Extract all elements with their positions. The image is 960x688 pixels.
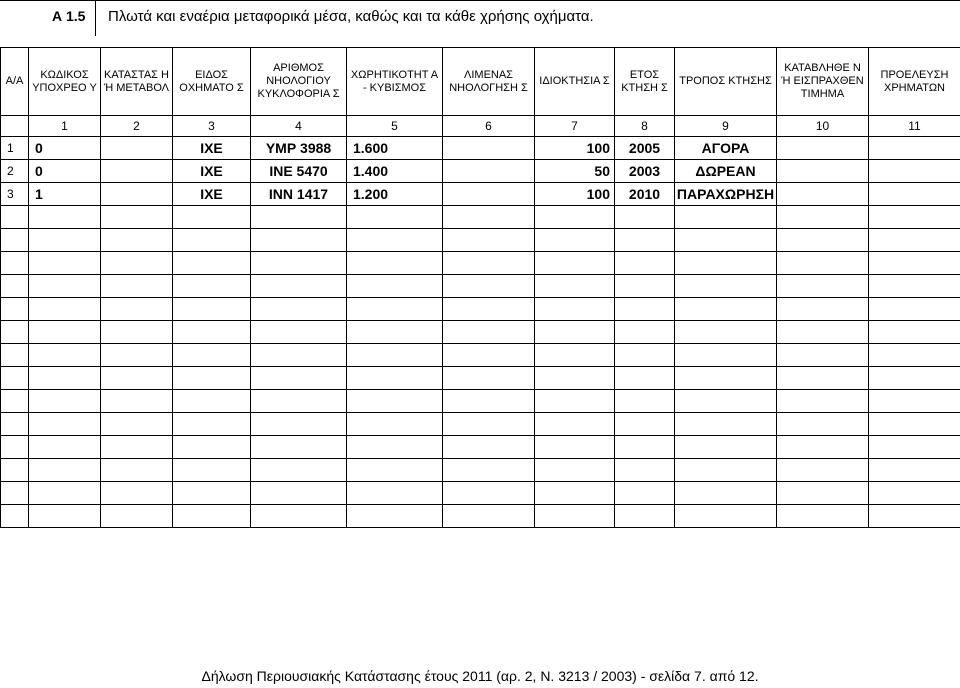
empty-cell [443, 436, 535, 459]
cell-owner: 100 [535, 137, 615, 160]
empty-cell [675, 390, 777, 413]
empty-cell [615, 505, 675, 528]
empty-cell [1, 275, 29, 298]
empty-row [1, 413, 960, 436]
empty-cell [535, 390, 615, 413]
header-price: ΚΑΤΑΒΛΗΘΕ Ν Ή ΕΙΣΠΡΑΧΘΕΝ ΤΙΜΗΜΑ [777, 48, 869, 116]
empty-cell [347, 275, 443, 298]
empty-cell [347, 367, 443, 390]
empty-cell [251, 482, 347, 505]
empty-cell [173, 390, 251, 413]
column-number: 2 [101, 116, 173, 137]
empty-cell [101, 344, 173, 367]
column-number: 8 [615, 116, 675, 137]
cell-price [777, 160, 869, 183]
empty-cell [1, 344, 29, 367]
empty-cell [869, 344, 960, 367]
header-type: ΕΙΔΟΣ ΟΧΗΜΑΤΟ Σ [173, 48, 251, 116]
cell-price [777, 183, 869, 206]
empty-cell [173, 321, 251, 344]
empty-cell [615, 252, 675, 275]
empty-cell [101, 321, 173, 344]
empty-cell [615, 229, 675, 252]
empty-row [1, 298, 960, 321]
cell-method: ΔΩΡΕΑΝ [675, 160, 777, 183]
empty-cell [675, 482, 777, 505]
empty-cell [347, 390, 443, 413]
cell-method: ΠΑΡΑΧΩΡΗΣΗ [675, 183, 777, 206]
column-number: 5 [347, 116, 443, 137]
empty-cell [173, 298, 251, 321]
header-code: ΚΩΔΙΚΟΣ ΥΠΟΧΡΕΟ Υ [29, 48, 101, 116]
empty-row [1, 459, 960, 482]
empty-cell [777, 413, 869, 436]
empty-cell [443, 413, 535, 436]
cell-year: 2005 [615, 137, 675, 160]
empty-cell [101, 505, 173, 528]
cell-owner: 50 [535, 160, 615, 183]
empty-cell [675, 321, 777, 344]
empty-cell [615, 436, 675, 459]
empty-cell [777, 206, 869, 229]
empty-cell [443, 390, 535, 413]
empty-cell [173, 505, 251, 528]
empty-cell [615, 321, 675, 344]
empty-cell [173, 275, 251, 298]
empty-cell [29, 321, 101, 344]
empty-cell [29, 206, 101, 229]
cell-origin [869, 137, 960, 160]
empty-cell [615, 482, 675, 505]
empty-cell [347, 229, 443, 252]
empty-cell [615, 390, 675, 413]
empty-cell [615, 459, 675, 482]
empty-cell [443, 275, 535, 298]
empty-cell [29, 413, 101, 436]
empty-cell [251, 252, 347, 275]
empty-cell [101, 459, 173, 482]
section-header [0, 0, 960, 38]
header-row [1, 48, 960, 116]
empty-cell [173, 229, 251, 252]
empty-row [1, 252, 960, 275]
empty-cell [869, 413, 960, 436]
table-row [1, 183, 960, 206]
empty-cell [347, 321, 443, 344]
empty-cell [777, 367, 869, 390]
empty-cell [251, 298, 347, 321]
empty-cell [29, 505, 101, 528]
empty-cell [535, 505, 615, 528]
column-number: 3 [173, 116, 251, 137]
empty-cell [615, 367, 675, 390]
cell-price [777, 137, 869, 160]
empty-cell [443, 298, 535, 321]
empty-cell [29, 252, 101, 275]
section-divider [95, 0, 96, 36]
header-aa: Α/Α [1, 48, 29, 116]
empty-cell [1, 206, 29, 229]
empty-cell [615, 206, 675, 229]
empty-cell [1, 229, 29, 252]
empty-cell [251, 229, 347, 252]
empty-cell [443, 459, 535, 482]
cell-capacity: 1.400 [347, 160, 443, 183]
empty-cell [777, 482, 869, 505]
empty-cell [443, 367, 535, 390]
empty-row [1, 390, 960, 413]
empty-cell [1, 321, 29, 344]
empty-cell [251, 206, 347, 229]
empty-cell [347, 436, 443, 459]
empty-cell [29, 344, 101, 367]
empty-cell [535, 482, 615, 505]
empty-cell [101, 275, 173, 298]
assets-table [0, 47, 960, 528]
empty-cell [869, 206, 960, 229]
empty-cell [443, 482, 535, 505]
empty-cell [29, 275, 101, 298]
section-title: Πλωτά και εναέρια μεταφορικά μέσα, καθώς και τα κάθε χρήσης οχήματα. [108, 8, 594, 25]
empty-cell [869, 482, 960, 505]
empty-cell [29, 229, 101, 252]
header-port: ΛΙΜΕΝΑΣ ΝΗΟΛΟΓΗΣΗ Σ [443, 48, 535, 116]
cell-origin [869, 160, 960, 183]
empty-cell [869, 275, 960, 298]
empty-cell [173, 436, 251, 459]
empty-cell [173, 459, 251, 482]
empty-cell [615, 344, 675, 367]
cell-origin [869, 183, 960, 206]
empty-cell [777, 505, 869, 528]
empty-cell [251, 344, 347, 367]
empty-row [1, 229, 960, 252]
empty-rows [1, 206, 960, 528]
empty-cell [535, 229, 615, 252]
cell-port [443, 160, 535, 183]
empty-cell [535, 413, 615, 436]
empty-cell [1, 367, 29, 390]
empty-cell [1, 390, 29, 413]
cell-type: ΙΧΕ [173, 160, 251, 183]
empty-cell [1, 252, 29, 275]
empty-cell [173, 413, 251, 436]
empty-cell [443, 321, 535, 344]
cell-capacity: 1.600 [347, 137, 443, 160]
empty-cell [675, 344, 777, 367]
empty-cell [347, 459, 443, 482]
empty-cell [29, 390, 101, 413]
section-code: Α 1.5 [52, 8, 86, 24]
empty-cell [101, 298, 173, 321]
column-number: 11 [869, 116, 960, 137]
column-number: 10 [777, 116, 869, 137]
empty-cell [535, 459, 615, 482]
empty-cell [869, 252, 960, 275]
empty-cell [443, 344, 535, 367]
empty-row [1, 344, 960, 367]
empty-cell [251, 321, 347, 344]
cell-status [101, 183, 173, 206]
empty-cell [101, 252, 173, 275]
cell-method: ΑΓΟΡΑ [675, 137, 777, 160]
cell-aa: 3 [1, 183, 29, 206]
empty-cell [101, 367, 173, 390]
cell-code: 0 [29, 160, 101, 183]
empty-cell [347, 505, 443, 528]
empty-cell [675, 413, 777, 436]
empty-cell [869, 229, 960, 252]
empty-cell [869, 436, 960, 459]
cell-aa: 1 [1, 137, 29, 160]
empty-row [1, 321, 960, 344]
empty-cell [535, 252, 615, 275]
empty-cell [443, 505, 535, 528]
empty-cell [347, 413, 443, 436]
empty-cell [675, 505, 777, 528]
empty-cell [251, 413, 347, 436]
empty-cell [869, 321, 960, 344]
empty-cell [675, 275, 777, 298]
empty-cell [869, 367, 960, 390]
empty-cell [777, 252, 869, 275]
empty-cell [29, 367, 101, 390]
page-footer: Δήλωση Περιουσιακής Κατάστασης έτους 2011 (αρ. 2, Ν. 3213 / 2003) - σελίδα 7. από 12. [201, 668, 759, 684]
empty-row [1, 505, 960, 528]
empty-cell [251, 459, 347, 482]
empty-cell [777, 459, 869, 482]
empty-cell [869, 298, 960, 321]
empty-cell [675, 436, 777, 459]
empty-cell [535, 298, 615, 321]
cell-type: ΙΧΕ [173, 183, 251, 206]
empty-cell [29, 459, 101, 482]
empty-cell [675, 252, 777, 275]
empty-cell [347, 482, 443, 505]
empty-cell [675, 206, 777, 229]
empty-cell [535, 436, 615, 459]
column-number: 9 [675, 116, 777, 137]
empty-cell [1, 413, 29, 436]
empty-cell [29, 436, 101, 459]
empty-cell [251, 390, 347, 413]
empty-cell [101, 413, 173, 436]
empty-cell [777, 390, 869, 413]
empty-cell [777, 436, 869, 459]
empty-cell [535, 344, 615, 367]
empty-row [1, 206, 960, 229]
empty-cell [101, 206, 173, 229]
cell-port [443, 137, 535, 160]
header-reg: ΑΡΙΘΜΟΣ ΝΗΟΛΟΓΙΟΥ ΚΥΚΛΟΦΟΡΙΑ Σ [251, 48, 347, 116]
cell-status [101, 137, 173, 160]
empty-cell [251, 436, 347, 459]
empty-cell [535, 321, 615, 344]
empty-row [1, 436, 960, 459]
empty-cell [777, 229, 869, 252]
header-method: ΤΡΟΠΟΣ ΚΤΗΣΗΣ [675, 48, 777, 116]
empty-cell [615, 413, 675, 436]
table-row [1, 137, 960, 160]
cell-year: 2003 [615, 160, 675, 183]
empty-cell [101, 482, 173, 505]
empty-cell [29, 482, 101, 505]
empty-cell [173, 344, 251, 367]
empty-row [1, 482, 960, 505]
empty-cell [535, 275, 615, 298]
column-number: 6 [443, 116, 535, 137]
empty-cell [869, 390, 960, 413]
empty-cell [251, 275, 347, 298]
empty-cell [173, 482, 251, 505]
empty-row [1, 275, 960, 298]
empty-cell [101, 390, 173, 413]
empty-cell [173, 252, 251, 275]
cell-reg: ΙΝΕ 5470 [251, 160, 347, 183]
empty-row [1, 367, 960, 390]
cell-reg: ΙΝΝ 1417 [251, 183, 347, 206]
empty-cell [675, 229, 777, 252]
cell-reg: ΥΜΡ 3988 [251, 137, 347, 160]
header-status: ΚΑΤΑΣΤΑΣ Η Ή ΜΕΤΑΒΟΛ [101, 48, 173, 116]
empty-cell [777, 344, 869, 367]
cell-year: 2010 [615, 183, 675, 206]
empty-cell [347, 344, 443, 367]
empty-cell [251, 505, 347, 528]
empty-cell [173, 367, 251, 390]
empty-cell [101, 229, 173, 252]
empty-cell [777, 298, 869, 321]
empty-cell [869, 505, 960, 528]
empty-cell [443, 206, 535, 229]
empty-cell [347, 206, 443, 229]
cell-port [443, 183, 535, 206]
cell-owner: 100 [535, 183, 615, 206]
empty-cell [1, 436, 29, 459]
empty-cell [615, 298, 675, 321]
empty-cell [101, 436, 173, 459]
empty-cell [1, 482, 29, 505]
empty-cell [443, 252, 535, 275]
column-number: 1 [29, 116, 101, 137]
column-number: 7 [535, 116, 615, 137]
cell-code: 0 [29, 137, 101, 160]
column-number [1, 116, 29, 137]
empty-cell [869, 459, 960, 482]
empty-cell [347, 252, 443, 275]
cell-code: 1 [29, 183, 101, 206]
empty-cell [777, 275, 869, 298]
empty-cell [443, 229, 535, 252]
column-number-row [1, 116, 960, 137]
empty-cell [173, 206, 251, 229]
empty-cell [675, 298, 777, 321]
empty-cell [347, 298, 443, 321]
cell-type: ΙΧΕ [173, 137, 251, 160]
header-capacity: ΧΩΡΗΤΙΚΟΤΗΤ Α - ΚΥΒΙΣΜΟΣ [347, 48, 443, 116]
header-origin: ΠΡΟΕΛΕΥΣΗ ΧΡΗΜΑΤΩΝ [869, 48, 960, 116]
header-year: ΕΤΟΣ ΚΤΗΣΗ Σ [615, 48, 675, 116]
column-number: 4 [251, 116, 347, 137]
cell-capacity: 1.200 [347, 183, 443, 206]
empty-cell [535, 206, 615, 229]
empty-cell [1, 459, 29, 482]
empty-cell [1, 298, 29, 321]
cell-aa: 2 [1, 160, 29, 183]
empty-cell [29, 298, 101, 321]
empty-cell [777, 321, 869, 344]
empty-cell [251, 367, 347, 390]
empty-cell [1, 505, 29, 528]
empty-cell [535, 367, 615, 390]
empty-cell [675, 367, 777, 390]
empty-cell [615, 275, 675, 298]
table-row [1, 160, 960, 183]
cell-status [101, 160, 173, 183]
header-owner: ΙΔΙΟΚΤΗΣΙΑ Σ [535, 48, 615, 116]
empty-cell [675, 459, 777, 482]
